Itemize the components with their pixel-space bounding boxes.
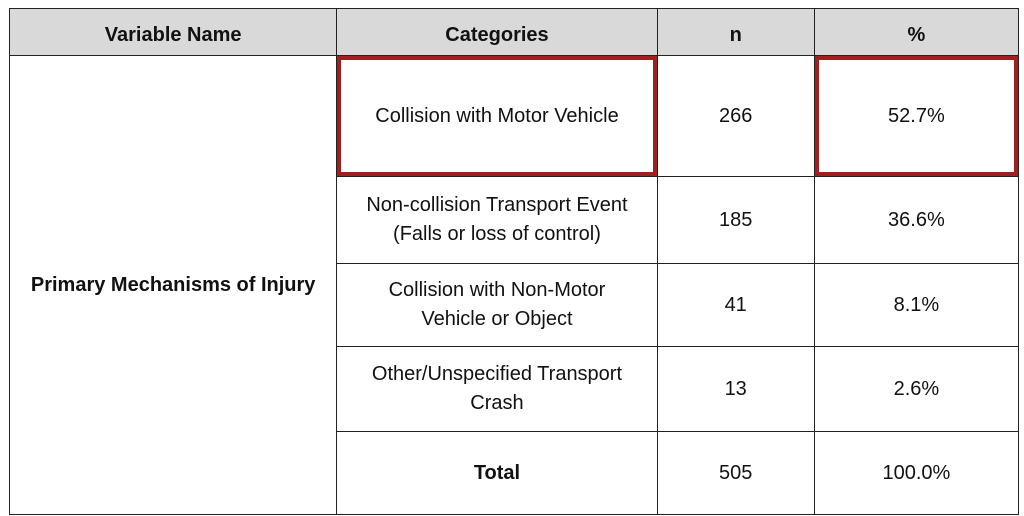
header-percent: % bbox=[814, 9, 1018, 56]
variable-name-cell: Primary Mechanisms of Injury bbox=[10, 56, 337, 515]
percent-cell: 8.1% bbox=[814, 264, 1018, 347]
total-percent-cell: 100.0% bbox=[814, 432, 1018, 515]
count-cell: 13 bbox=[657, 347, 814, 432]
category-cell: Collision with Non-Motor Vehicle or Object bbox=[337, 264, 657, 347]
count-cell: 185 bbox=[657, 177, 814, 264]
percent-cell: 2.6% bbox=[814, 347, 1018, 432]
header-categories: Categories bbox=[337, 9, 657, 56]
total-count-cell: 505 bbox=[657, 432, 814, 515]
mechanisms-table bbox=[9, 8, 1019, 515]
category-cell: Collision with Motor Vehicle bbox=[337, 56, 657, 177]
header-variable-name: Variable Name bbox=[10, 9, 337, 56]
category-cell: Non-collision Transport Event (Falls or loss of control) bbox=[337, 177, 657, 264]
total-label-cell: Total bbox=[337, 432, 657, 515]
percent-cell: 52.7% bbox=[814, 56, 1018, 177]
count-cell: 41 bbox=[657, 264, 814, 347]
category-cell: Other/Unspecified Transport Crash bbox=[337, 347, 657, 432]
percent-cell: 36.6% bbox=[814, 177, 1018, 264]
count-cell: 266 bbox=[657, 56, 814, 177]
header-row bbox=[10, 9, 1019, 56]
header-n: n bbox=[657, 9, 814, 56]
table-row bbox=[10, 56, 1019, 177]
